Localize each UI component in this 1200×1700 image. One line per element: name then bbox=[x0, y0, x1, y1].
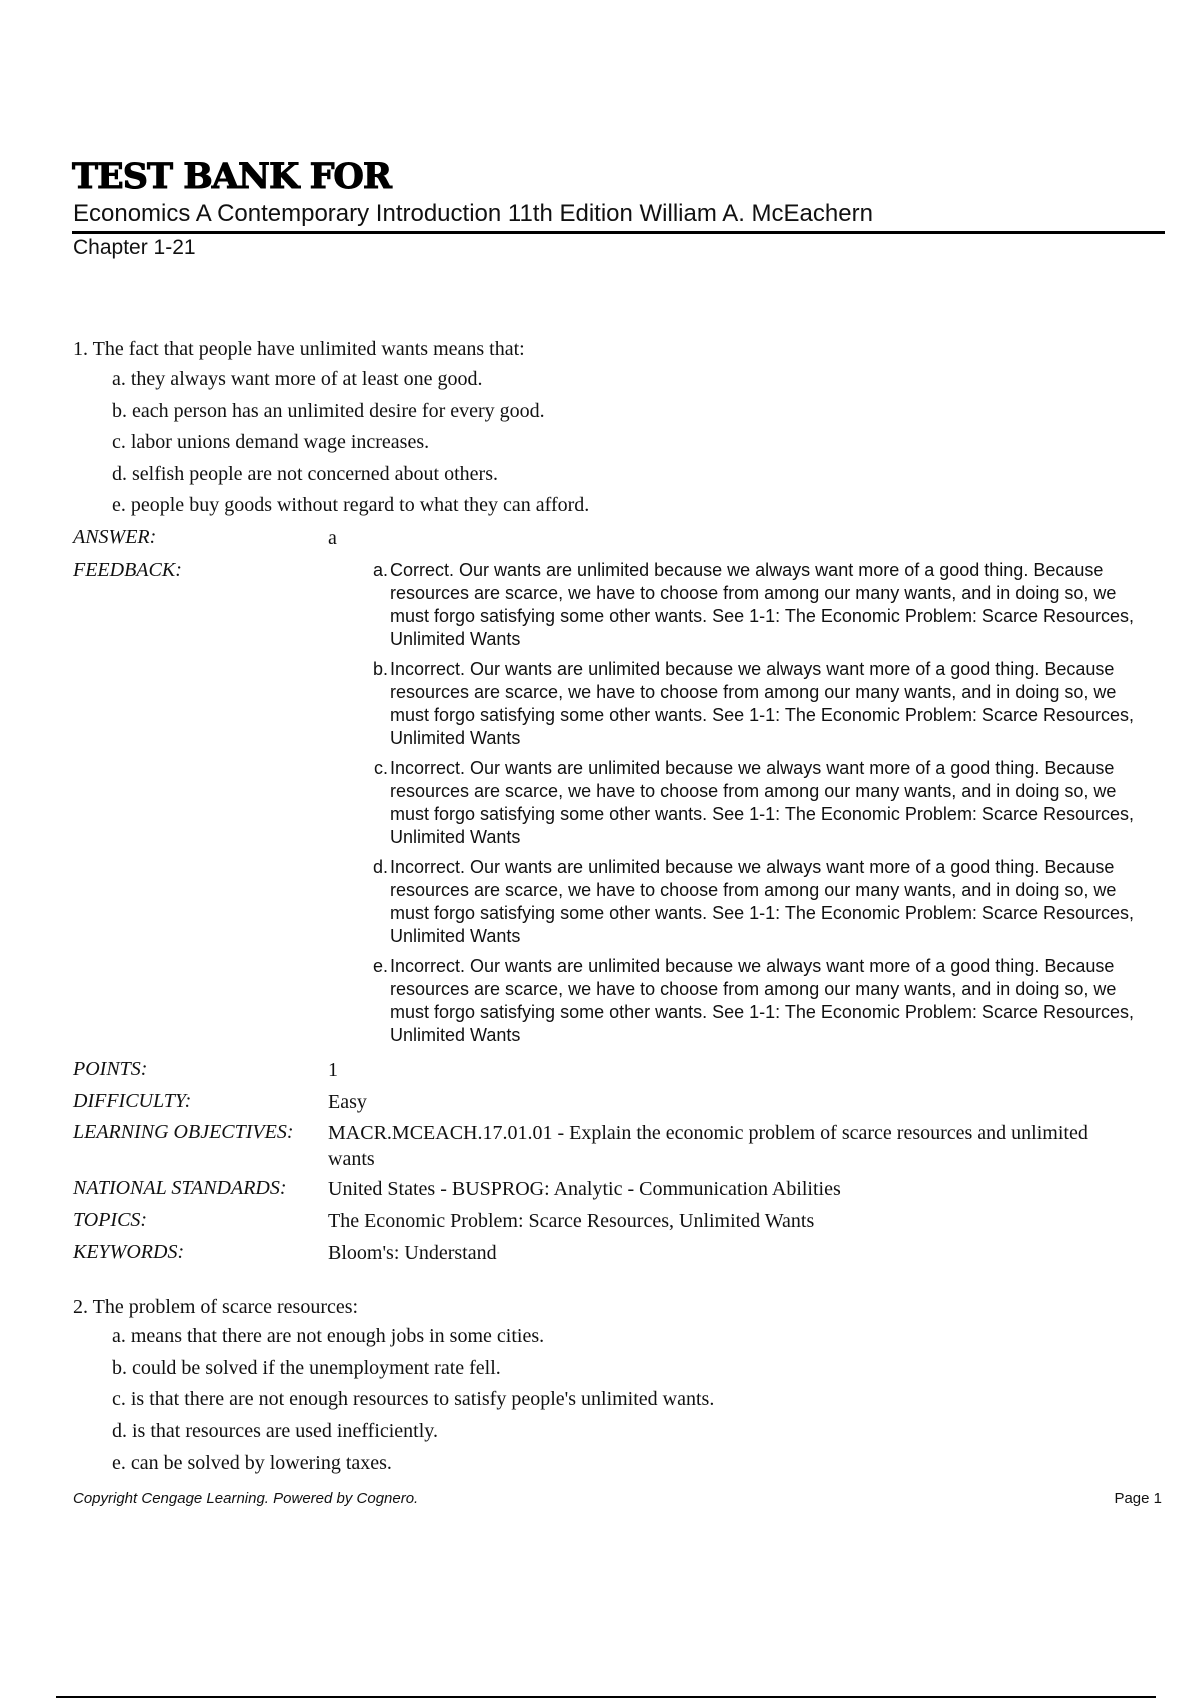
topics-value: The Economic Problem: Scarce Resources, Unlimited Wants bbox=[328, 1210, 815, 1232]
answer-value: a bbox=[328, 527, 337, 549]
feedback-text: Incorrect. Our wants are unlimited because we always want more of a good thing. Because resources are scarce, we have to choose from among our many wants, and in doing so, we must forgo satisfying some other wants. See 1-1: The Economic Problem: Scarce Resources, Unlimited Wants bbox=[390, 659, 1134, 748]
feedback-text: Incorrect. Our wants are unlimited because we always want more of a good thing. Because resources are scarce, we have to choose from among our many wants, and in doing so, we must forgo satisfying some other wants. See 1-1: The Economic Problem: Scarce Resources, Unlimited Wants bbox=[390, 758, 1134, 847]
feedback-text: Incorrect. Our wants are unlimited because we always want more of a good thing. Because resources are scarce, we have to choose from among our many wants, and in doing so, we must forgo satisfying some other wants. See 1-1: The Economic Problem: Scarce Resources, Unlimited Wants bbox=[390, 956, 1134, 1045]
standards-value: United States - BUSPROG: Analytic - Communication Abilities bbox=[328, 1178, 841, 1200]
page-number: Page 1 bbox=[1114, 1490, 1162, 1507]
objectives-label: LEARNING OBJECTIVES: bbox=[73, 1121, 294, 1143]
question-1-option-b: b. each person has an unlimited desire for every good. bbox=[112, 400, 545, 422]
points-label: POINTS: bbox=[73, 1058, 148, 1080]
question-2-option-d: d. is that resources are used inefficiently. bbox=[112, 1420, 438, 1442]
bottom-divider bbox=[56, 1696, 1156, 1698]
question-2-option-e: e. can be solved by lowering taxes. bbox=[112, 1452, 392, 1474]
book-title: Economics A Contemporary Introduction 11th Edition William A. McEachern bbox=[73, 200, 873, 227]
page-title: TEST BANK FOR bbox=[72, 156, 391, 197]
feedback-letter: e. bbox=[372, 956, 388, 976]
question-1-option-d: d. selfish people are not concerned about others. bbox=[112, 463, 498, 485]
feedback-letter: c. bbox=[373, 758, 388, 778]
feedback-letter: d. bbox=[372, 857, 388, 877]
title-divider bbox=[72, 231, 1165, 234]
feedback-letter: a. bbox=[372, 560, 388, 580]
difficulty-label: DIFFICULTY: bbox=[73, 1090, 192, 1112]
question-2-option-c: c. is that there are not enough resources to satisfy people's unlimited wants. bbox=[112, 1388, 715, 1410]
question-1-stem: 1. The fact that people have unlimited wants means that: bbox=[73, 338, 525, 360]
topics-label: TOPICS: bbox=[73, 1209, 148, 1231]
question-1-option-a: a. they always want more of at least one good. bbox=[112, 368, 483, 390]
feedback-text: Correct. Our wants are unlimited because we always want more of a good thing. Because resources are scarce, we have to choose from among our many wants, and in doing so, we must forgo satisfying some other wants. See 1-1: The Economic Problem: Scarce Resources, Unlimited Wants bbox=[390, 560, 1134, 649]
difficulty-value: Easy bbox=[328, 1091, 367, 1113]
keywords-value: Bloom's: Understand bbox=[328, 1242, 497, 1264]
chapter-label: Chapter 1-21 bbox=[73, 236, 196, 259]
question-2-option-a: a. means that there are not enough jobs in some cities. bbox=[112, 1325, 545, 1347]
question-2-option-b: b. could be solved if the unemployment rate fell. bbox=[112, 1357, 501, 1379]
feedback-label: FEEDBACK: bbox=[73, 559, 182, 581]
objectives-value: MACR.MCEACH.17.01.01 - Explain the economic problem of scarce resources and unlimited wants bbox=[328, 1122, 1088, 1170]
question-1-option-c: c. labor unions demand wage increases. bbox=[112, 431, 430, 453]
feedback-letter: b. bbox=[372, 659, 388, 679]
points-value: 1 bbox=[328, 1059, 338, 1081]
question-2-stem: 2. The problem of scarce resources: bbox=[73, 1296, 359, 1318]
question-1-option-e: e. people buy goods without regard to what they can afford. bbox=[112, 494, 590, 516]
feedback-text: Incorrect. Our wants are unlimited because we always want more of a good thing. Because resources are scarce, we have to choose from among our many wants, and in doing so, we must forgo satisfying some other wants. See 1-1: The Economic Problem: Scarce Resources, Unlimited Wants bbox=[390, 857, 1134, 946]
standards-label: NATIONAL STANDARDS: bbox=[73, 1177, 287, 1199]
keywords-label: KEYWORDS: bbox=[73, 1241, 185, 1263]
footer-copyright: Copyright Cengage Learning. Powered by Cognero. bbox=[73, 1490, 419, 1507]
answer-label: ANSWER: bbox=[73, 526, 157, 548]
